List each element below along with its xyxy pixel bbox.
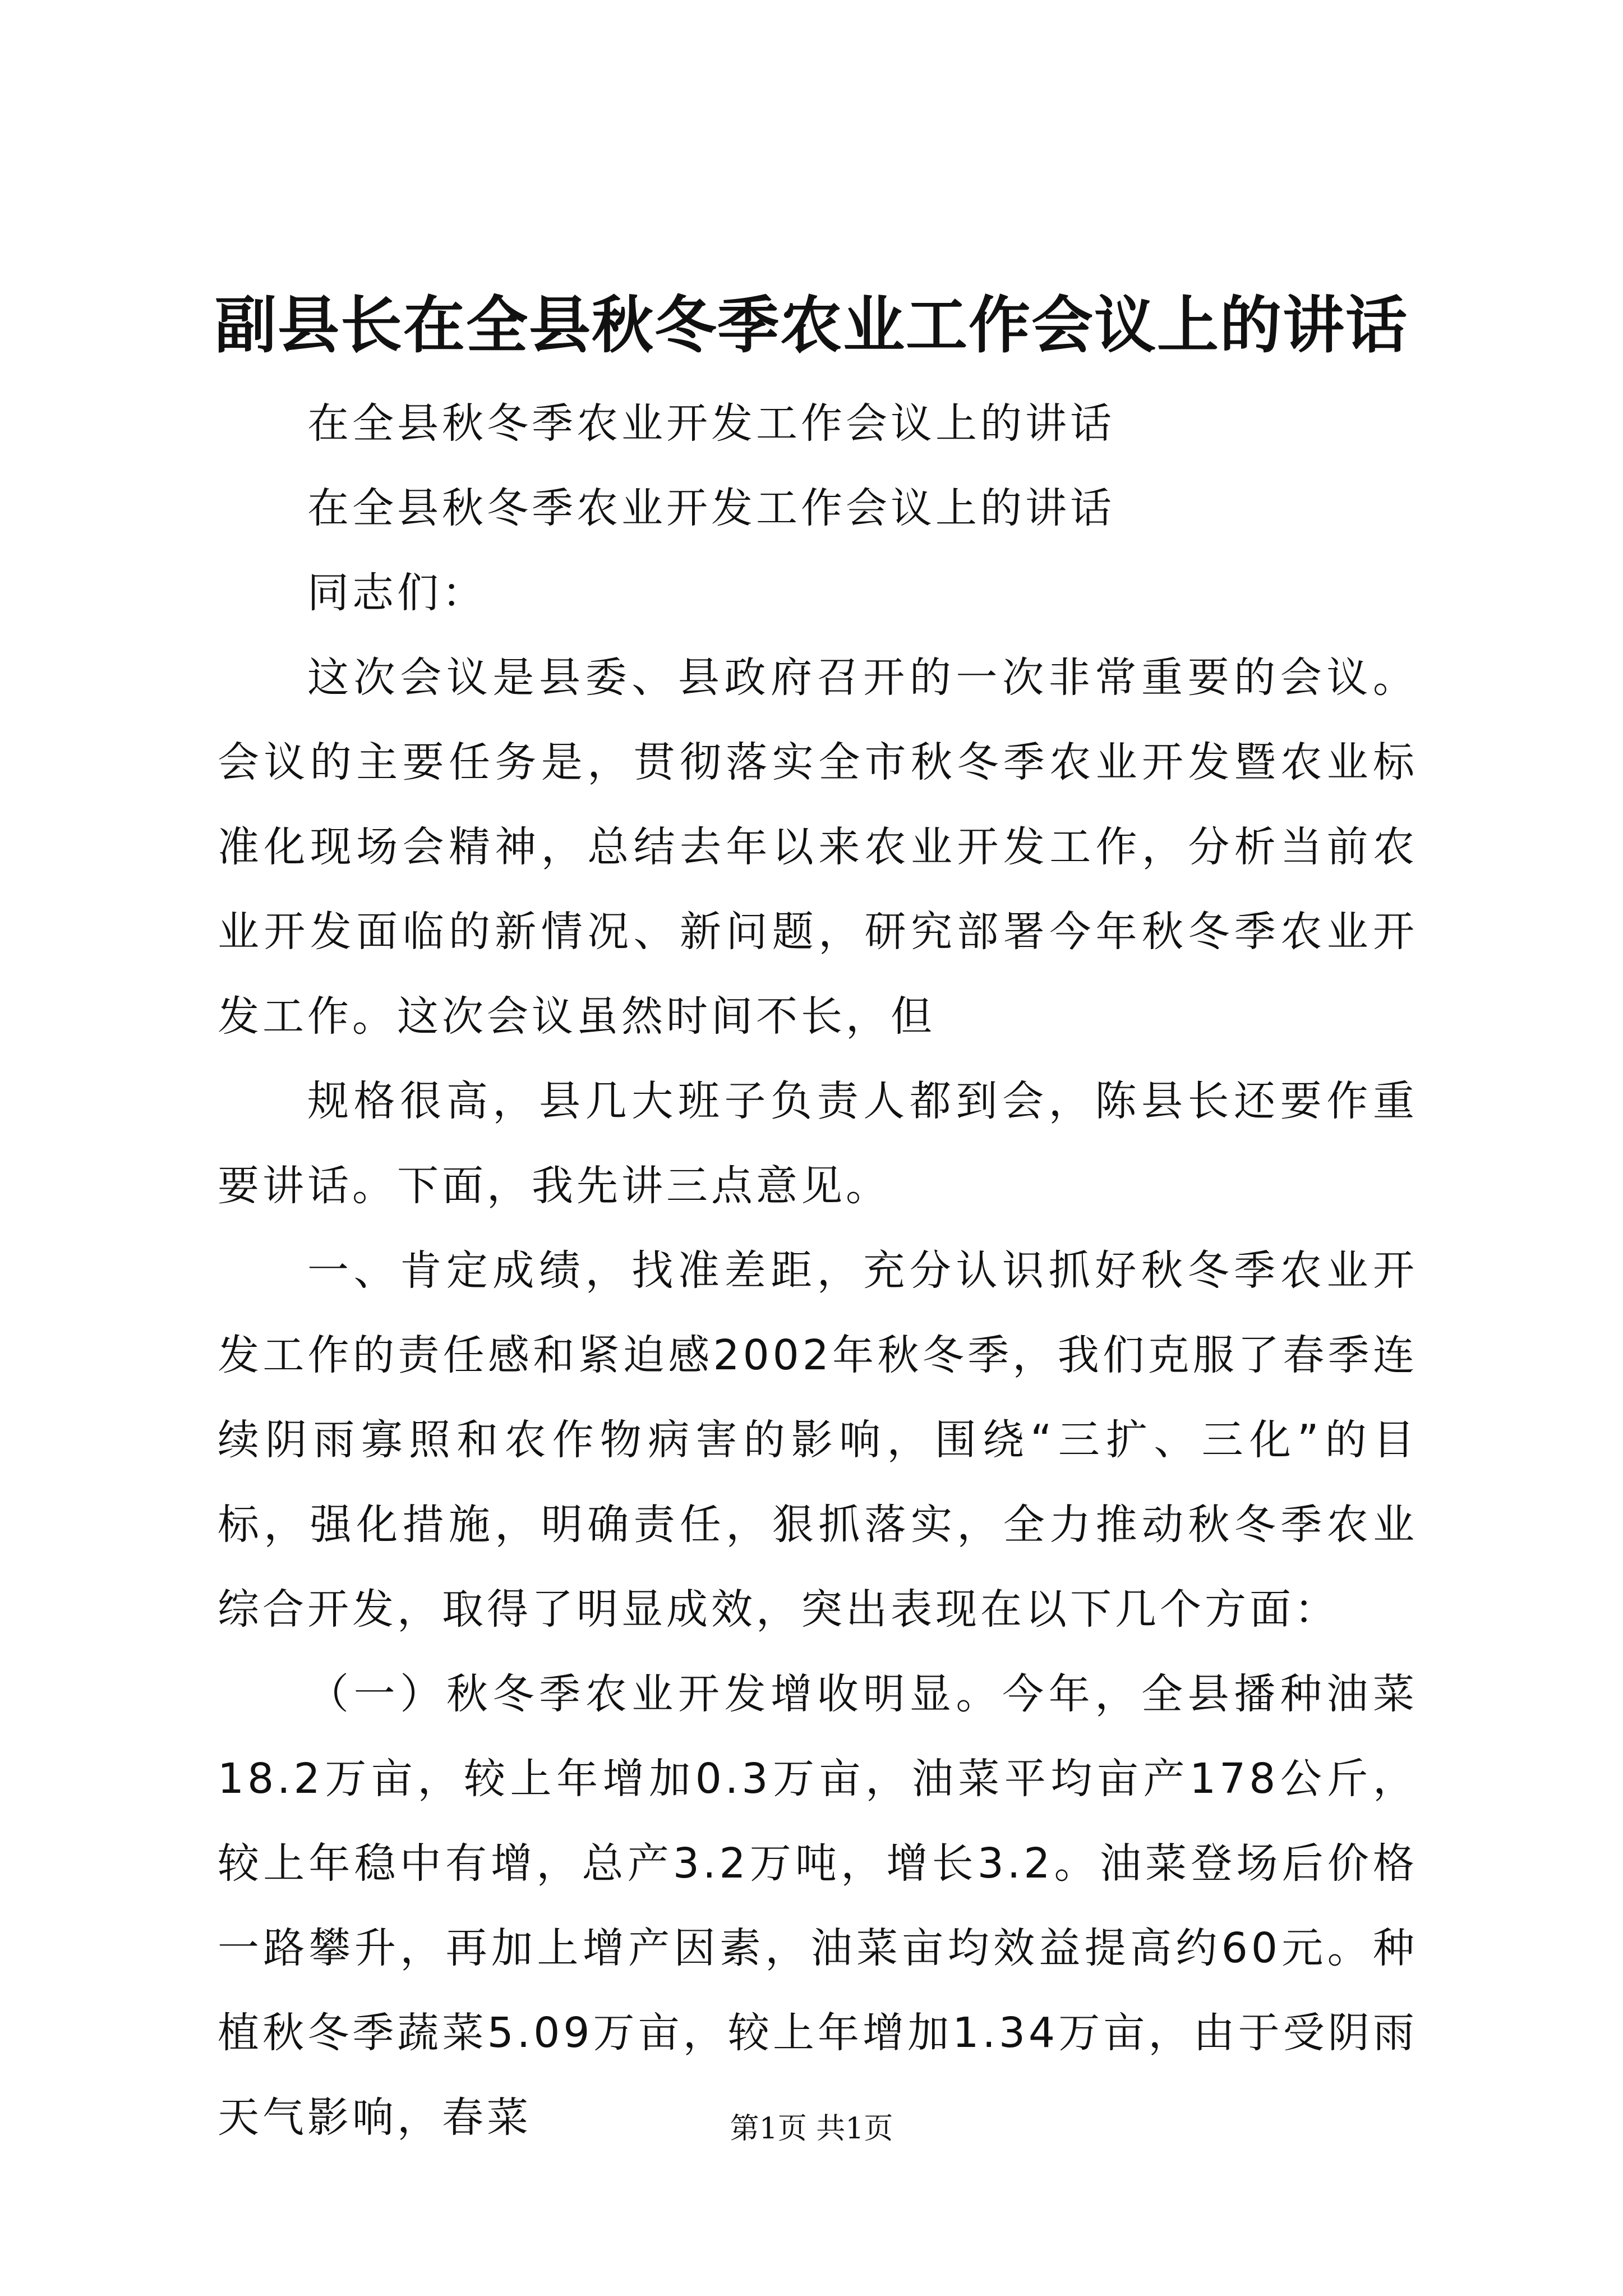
- document-body: [218, 381, 1418, 2160]
- body-paragraph: 这次会议是县委、县政府召开的一次非常重要的会议。会议的主要任务是，贯彻落实全市秋冬季农业开发暨农业标准化现场会精神，总结去年以来农业开发工作，分析当前农业开发面临的新情况、新问题，研究部署今年秋冬季农业开发工作。这次会议虽然时间不长，但: [218, 654, 1418, 1041]
- salutation: 同志们：: [307, 569, 487, 617]
- page-footer: 第1页 共1页: [730, 2112, 893, 2146]
- body-paragraph: 规格很高，县几大班子负责人都到会，陈县长还要作重要讲话。下面，我先讲三点意见。: [218, 1077, 1418, 1210]
- body-paragraph: （一）秋冬季农业开发增收明显。今年，全县播种油菜18.2万亩，较上年增加0.3万亩，油菜平均亩产178公斤，较上年稳中有增，总产3.2万吨，增长3.2。油菜登场后价格一路攀升，再加上增产因素，油菜亩均效益提高约60元。种植秋冬季蔬菜5.09万亩，较上年增加1.34万亩，由于受阴雨天气影响，春菜: [218, 1670, 1418, 2142]
- body-paragraph: 一、肯定成绩，找准差距，充分认识抓好秋冬季农业开发工作的责任感和紧迫感2002年秋冬季，我们克服了春季连续阴雨寡照和农作物病害的影响，围绕“三扩、三化”的目标，强化措施，明确责任，狠抓落实，全力推动秋冬季农业综合开发，取得了明显成效，突出表现在以下几个方面：: [218, 1246, 1418, 1634]
- subtitle-line: 在全县秋冬季农业开发工作会议上的讲话: [307, 399, 1115, 448]
- subtitle-line: 在全县秋冬季农业开发工作会议上的讲话: [307, 484, 1115, 532]
- document-title: 副县长在全县秋冬季农业工作会议上的讲话: [215, 289, 1408, 361]
